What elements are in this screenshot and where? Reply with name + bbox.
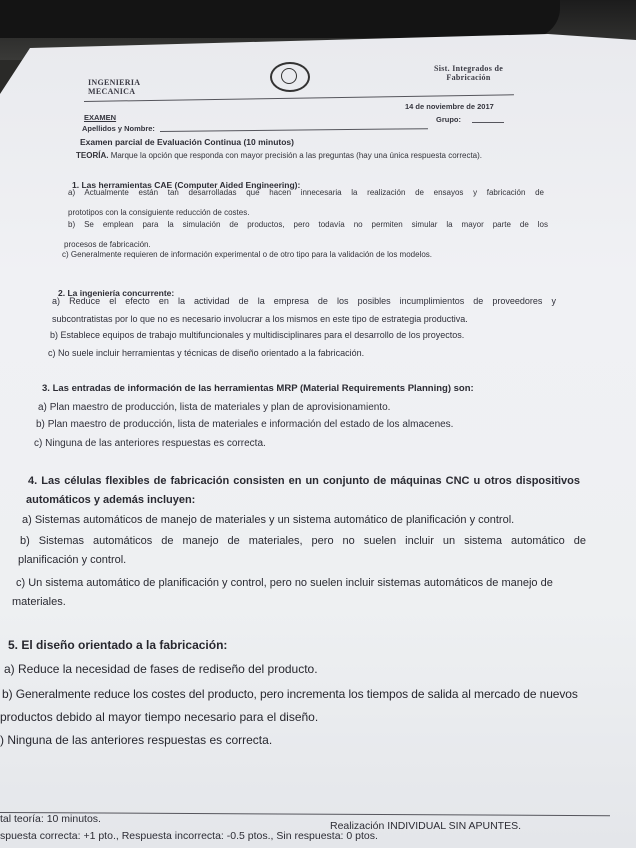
option-5b-line-1: b) Generalmente reduce los costes del producto, pero incrementa los tiempos de salida al mercado de nuevos [2,687,578,701]
option-1b-line-1: b) Se emplean para la simulación de productos, pero todavía no permiten simular la mayor parte de los [68,220,548,229]
question-text: El diseño orientado a la fabricación: [21,638,228,652]
option-5a: a) Reduce la necesidad de fases de rediseño del producto. [4,662,318,676]
question-number: 2. [58,288,66,298]
theory-instructions [76,151,482,160]
question-text: Las herramientas CAE (Computer Aided Engineering): [81,180,301,190]
option-5c: ) Ninguna de las anteriores respuestas es correcta. [0,733,273,747]
question-5 [8,638,227,652]
course-line-2: Fabricación [446,73,491,82]
name-label: Apellidos y Nombre: [82,124,155,133]
option-1a-line-2: prototipos con la consiguiente reducción de costes. [68,208,250,217]
option-2a-line-1: a) Reduce el efecto en la actividad de la empresa de los posibles incumplimientos de proveedores y [52,296,556,306]
exam-title: Examen parcial de Evaluación Continua (10 minutos) [80,137,294,147]
question-text: Las células flexibles de fabricación consisten en un conjunto de máquinas CNC u otros dispositivos [41,475,580,487]
course-line-1: Sist. Integrados de [434,64,504,73]
option-1a-line-1: a) Actualmente están tan desarrolladas que hacen innecesaria la realización de ensayos y fabricación de [68,188,545,197]
exam-label: EXAMEN [84,113,117,122]
question-number: 3. [42,383,50,394]
question-number: 1. [72,180,80,190]
option-2c: c) No suele incluir herramientas y técnicas de diseño orientado a la fabricación. [48,348,365,358]
option-3a: a) Plan maestro de producción, lista de materiales y plan de aprovisionamiento. [38,402,391,413]
option-3c: c) Ninguna de las anteriores respuestas es correcta. [34,438,266,449]
option-2b: b) Establece equipos de trabajo multifuncionales y multidisciplinares para el desarrollo de los proyectos. [50,330,465,340]
option-1c: c) Generalmente requieren de información experimental o de otro tipo para la validación de los modelos. [62,250,433,259]
footer-scoring: spuesta correcta: +1 pto., Respuesta incorrecta: -0.5 ptos., Sin respuesta: 0 ptos. [0,830,378,842]
option-4b-line-2: planificación y control. [18,554,127,566]
university-logo-icon [270,62,310,92]
footer-mode-note: Realización INDIVIDUAL SIN APUNTES. [330,820,522,832]
option-4a: a) Sistemas automáticos de manejo de materiales y un sistema automático de planificación y control. [22,514,515,526]
theory-text: Marque la opción que responda con mayor precisión a las preguntas (hay una única respuesta correcta). [110,151,483,160]
option-4b-line-1: b) Sistemas automáticos de manejo de materiales, pero no suelen incluir un sistema automático de [20,535,586,547]
department-line-1: INGENIERIA [88,78,141,87]
group-label: Grupo: [436,115,461,124]
dark-object [0,0,560,38]
option-2a-line-2: subcontratistas por lo que no es necesario involucrar a los mismos en este tipo de estrategia productiva. [52,314,468,324]
course-label [434,64,503,82]
option-4c-line-1: c) Un sistema automático de planificación y control, pero no suelen incluir sistemas automáticos de manejo de [16,577,553,589]
option-4c-line-2: materiales. [12,596,66,608]
question-number: 5. [8,638,19,652]
option-1b-line-2: procesos de fabricación. [64,240,151,249]
question-4-line-1 [28,475,580,487]
option-3b: b) Plan maestro de producción, lista de materiales e información del estado de los almacenes. [36,419,454,430]
department-line-2: MECANICA [88,87,136,96]
question-number: 4. [28,475,38,487]
exam-date: 14 de noviembre de 2017 [405,102,494,111]
question-text: Las entradas de información de las herramientas MRP (Material Requirements Planning) son: [52,383,474,394]
department-label [88,78,140,96]
question-3 [42,383,474,394]
theory-label: TEORÍA. [76,151,109,160]
question-text: La ingeniería concurrente: [67,288,175,298]
footer-time-note: tal teoría: 10 minutos. [0,813,101,825]
question-4-line-2: automáticos y además incluyen: [26,494,196,506]
option-5b-line-2: productos debido al mayor tiempo necesario para el diseño. [0,710,319,724]
group-field-line [472,122,504,123]
